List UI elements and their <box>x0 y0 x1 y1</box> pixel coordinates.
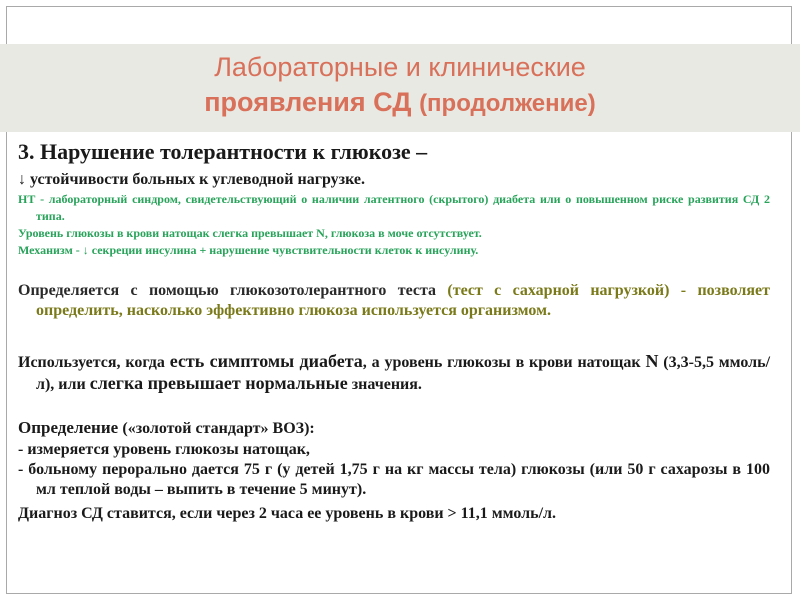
section-subheading: ↓ устойчивости больных к углеводной нагрузке. <box>18 171 366 188</box>
definition-heading <box>18 417 770 440</box>
title-line-1: Лабораторные и клинические <box>214 52 586 82</box>
definition-item-1: - измеряется уровень глюкозы натощак, <box>18 441 310 458</box>
usage-part-7: значения. <box>351 376 422 393</box>
slide-content <box>18 140 770 524</box>
title-line-2 <box>0 85 800 121</box>
section-heading: 3. Нарушение толерантности к глюкозе – <box>18 139 428 164</box>
definition-heading-1: Определение <box>18 418 119 437</box>
usage-part-6: слегка превышает нормальные <box>89 373 348 393</box>
usage-part-3: , а уровень глюкозы в крови натощак <box>362 354 641 371</box>
usage-part-1: Используется, когда <box>18 354 165 371</box>
test-paragraph <box>18 281 770 321</box>
usage-part-4: N <box>645 351 659 371</box>
diagnosis-line: Диагноз СД ставится, если через 2 часа ее уровень в крови > 11,1 ммоль/л. <box>18 505 557 522</box>
usage-part-5: (3,3-5,5 ммоль/л), или <box>36 354 771 393</box>
title-line-2-paren: (продолжение) <box>419 90 596 117</box>
usage-part-2: есть симптомы диабета <box>169 351 363 371</box>
definition-item-2: - больному перорально дается 75 г (у детей 1,75 г на кг массы тела) глюкозы (или 50 г сахарозы в 100 мл теплой воды – выпить в течение 5 минут). <box>18 461 770 498</box>
green-note-1: НТ - лабораторный синдром, свидетельствующий о наличии латентного (скрытого) диабета или о повышенном риске развития СД 2 типа. <box>18 192 770 223</box>
green-note-2: Уровень глюкозы в крови натощак слегка превышает N, глюкоза в моче отсутствует. <box>18 226 482 240</box>
usage-paragraph <box>18 351 770 395</box>
green-note-3: Механизм - ↓ секреции инсулина + нарушение чувствительности клеток к инсулину. <box>18 243 479 257</box>
slide-title <box>0 50 800 121</box>
test-part-2: (тест с сахарной нагрузкой) - позволяет определить, насколько эффективно глюкоза используется организмом. <box>36 282 771 319</box>
test-part-1: Определяется с помощью глюкозотолерантного теста <box>18 282 437 299</box>
title-line-2-main: проявления СД <box>204 87 412 117</box>
definition-heading-2: («золотой стандарт» ВОЗ): <box>122 420 315 437</box>
